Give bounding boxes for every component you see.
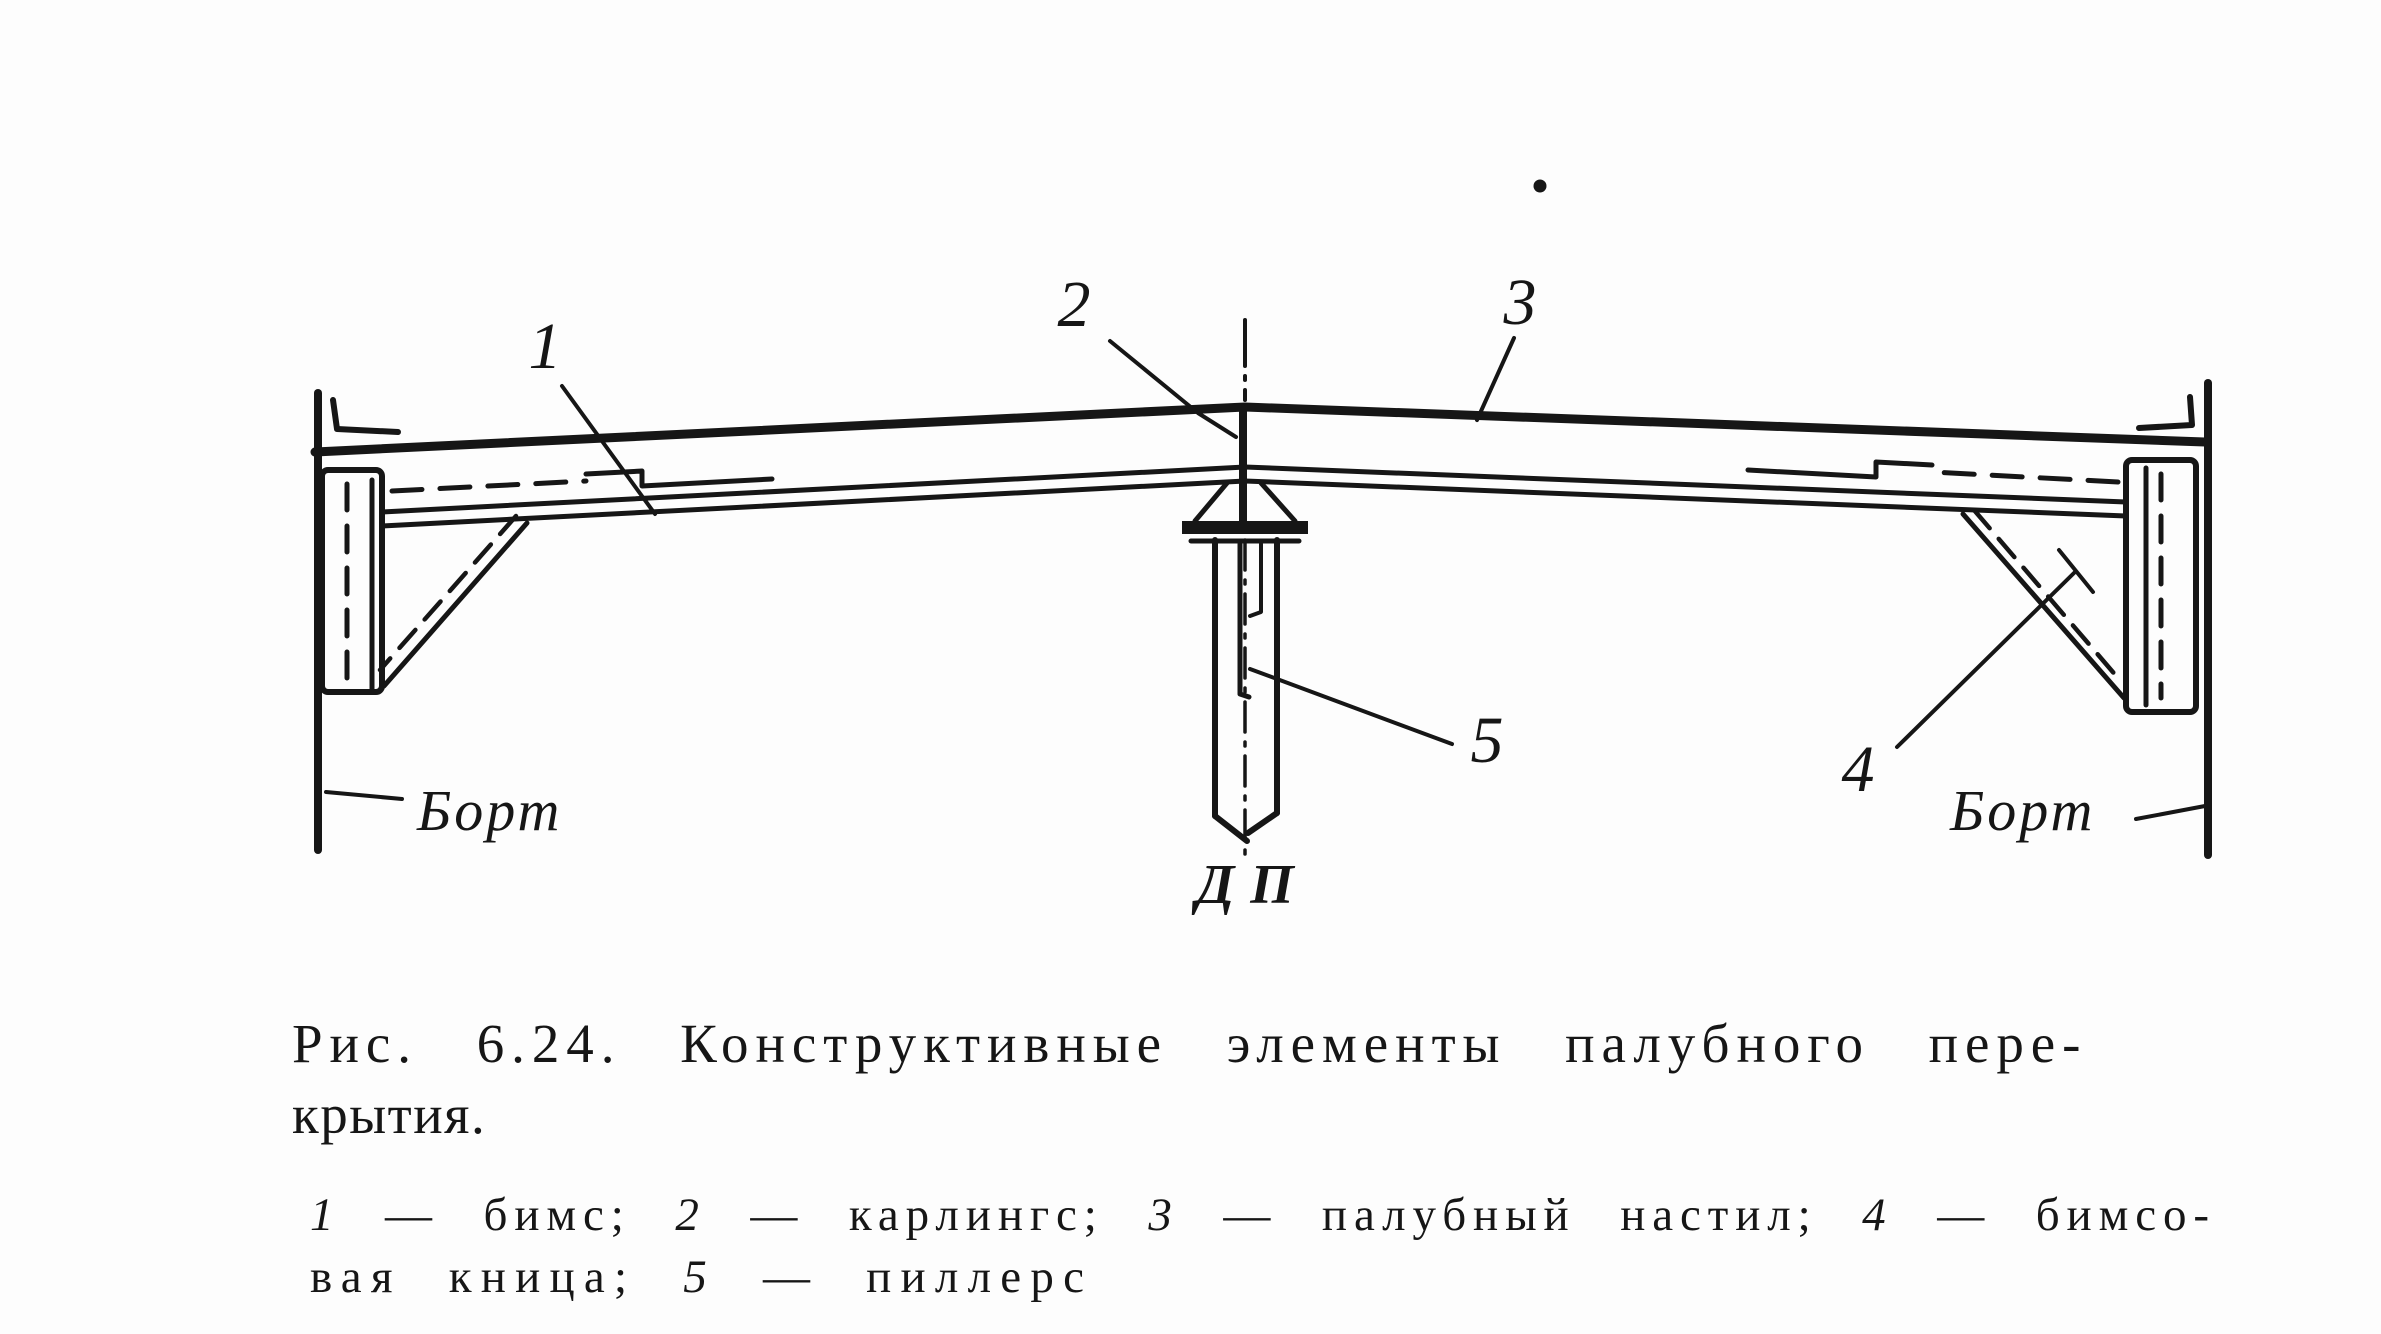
bracket-left-flange-dashed	[380, 516, 516, 670]
caption-line-2: крытия.	[292, 1084, 487, 1145]
callout-3: 3	[1503, 266, 1537, 339]
bort-label-right: Борт	[1950, 778, 2096, 843]
beam-right-end-step	[1748, 462, 1932, 477]
pillar-head-bracket-right	[1261, 483, 1295, 521]
callout-4: 4	[1841, 733, 1875, 806]
leader-4-cross-tick	[2059, 550, 2093, 592]
pillar-head-bracket-left	[1195, 483, 1227, 521]
pillar-bottom-break-left	[1215, 816, 1247, 841]
pillar-head-plate	[1182, 521, 1308, 534]
leader-2	[1110, 341, 1236, 437]
dp-centerline-label: ДП	[1196, 854, 1310, 916]
bracket-right-free-edge	[1963, 514, 2124, 698]
beam-left-hidden-flange	[392, 481, 586, 491]
bort-label-left: Борт	[417, 778, 563, 843]
structure-lines	[315, 180, 2208, 859]
leader-4	[1897, 572, 2075, 747]
leader-5	[1250, 669, 1452, 744]
caption-line-1: Рис. 6.24. Конструктивные элементы палубного пере-	[292, 1013, 2082, 1074]
stringer-angle-left	[333, 400, 398, 432]
pillar-inner-profile-b	[1250, 544, 1261, 616]
leader-3	[1477, 338, 1514, 420]
bracket-left-free-edge	[384, 523, 527, 686]
leader-bort-right	[2136, 806, 2205, 819]
beam-right-hidden-flange	[1932, 472, 2118, 482]
leader-1	[562, 386, 655, 514]
scan-dot	[1534, 180, 1547, 193]
leader-bort-left	[326, 792, 402, 799]
callout-5: 5	[1470, 704, 1504, 777]
stringer-angle-right	[2139, 397, 2192, 428]
deck-plating-line	[315, 407, 2205, 452]
legend-line-2: вая кница; 5 — пиллерс	[310, 1251, 1085, 1303]
callout-2: 2	[1057, 268, 1091, 341]
beam-left-end-step	[586, 471, 772, 486]
callout-1: 1	[528, 310, 562, 383]
pillar-bottom-break-right	[1248, 813, 1277, 833]
legend-line-1: 1 — бимс; 2 — карлингс; 3 — палубный настил; 4 — бимсо-	[310, 1189, 2210, 1241]
